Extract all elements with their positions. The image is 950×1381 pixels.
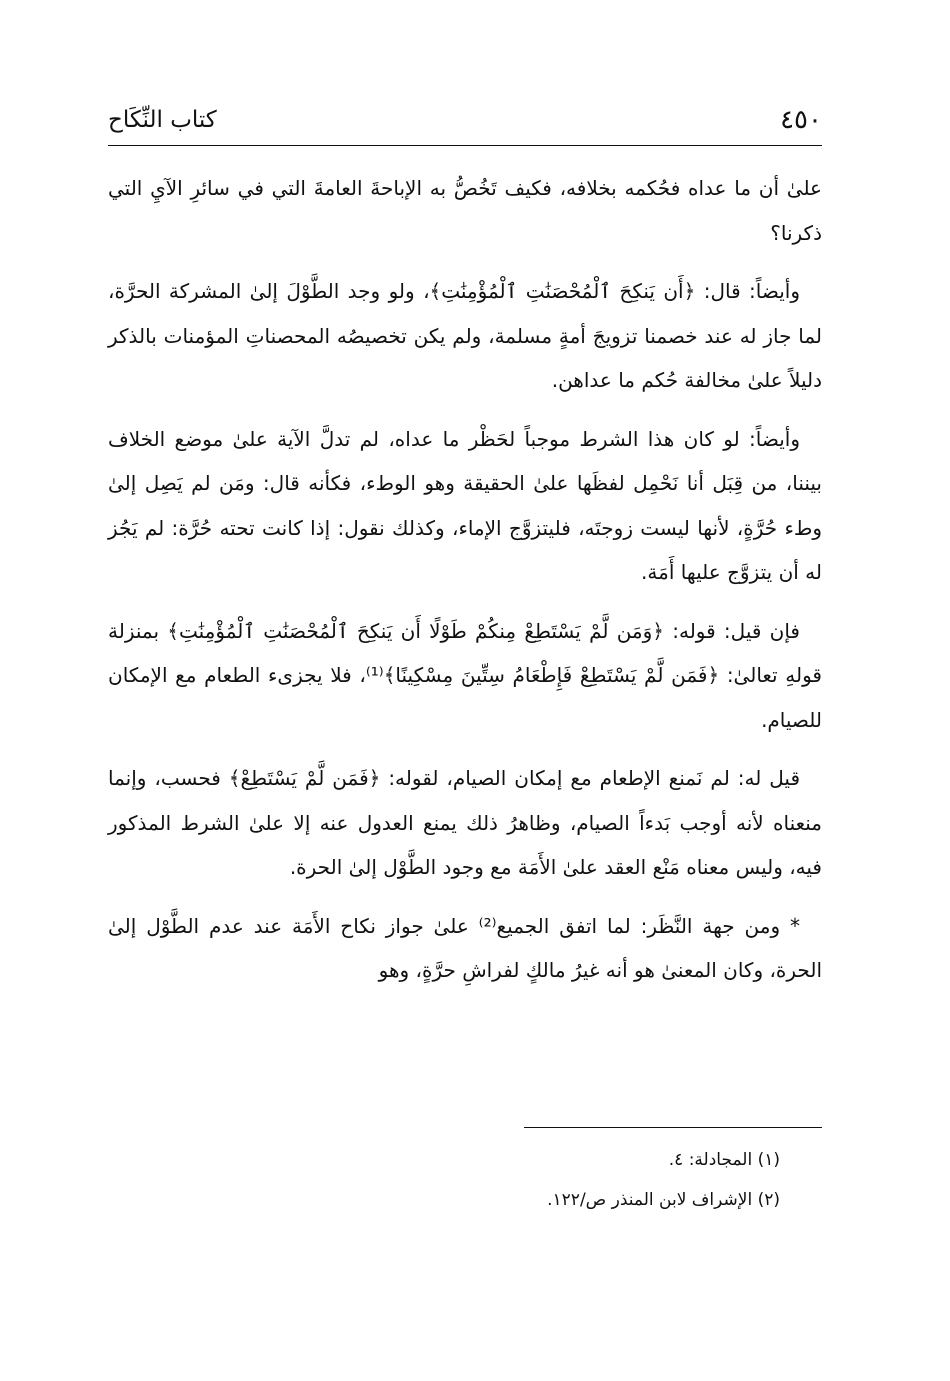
main-text [108,166,822,1007]
footnote: (٢) الإشراف لابن المنذر ص/١٢٢. [547,1190,780,1210]
footnote-rule [524,1127,822,1128]
paragraph: * ومن جهة النَّظَر: لما اتفق الجميع⁽²⁾ علىٰ جواز نكاح الأَمَة عند عدم الطَّوْل إلىٰ الحرة، وكان المعنىٰ هو أنه غيرُ مالكٍ لفراشِ حرَّةٍ، وهو [108,913,822,982]
footnotes [108,1140,780,1220]
footnote: (١) المجادلة: ٤. [668,1150,780,1170]
paragraph: قيل له: لم نَمنع الإطعام مع إمكان الصيام، لقوله: ﴿فَمَن لَّمْ يَسْتَطِعْ﴾ فحسب، وإنما منعناه لأنه أوجب بَدءاً الصيام، وظاهرُ ذلك يمنع العدول عنه إلا علىٰ الشرط المذكور فيه، وليس معناه مَنْع العقد علىٰ الأَمَة مع وجود الطَّوْل إلىٰ الحرة. [108,766,822,879]
header-rule [108,145,822,146]
paragraph: علىٰ أن ما عداه فحُكمه بخلافه، فكيف تَخُصُّ به الإباحةَ العامةَ التي في سائرِ الآيِ التي ذكرنا؟ [108,176,822,245]
paragraph: فإن قيل: قوله: ﴿وَمَن لَّمْ يَسْتَطِعْ مِنكُمْ طَوْلًا أَن يَنكِحَ ٱلْمُحْصَنَٰتِ ٱلْمُؤْمِنَٰتِ﴾ بمنزلة قولهِ تعالىٰ: ﴿فَمَن لَّمْ يَسْتَطِعْ فَإِطْعَامُ سِتِّينَ مِسْكِينًا﴾⁽¹⁾، فلا يجزىء الطعام مع الإمكان للصيام. [108,618,822,732]
page-header [108,100,822,146]
paragraph: وأيضاً: لو كان هذا الشرط موجباً لحَظْر ما عداه، لم تدلَّ الآية علىٰ موضع الخلاف بيننا، من قِبَل أنا نَحْمِل لفظَها علىٰ الحقيقة وهو الوطء، فكأنه قال: ومَن لم يَصِل إلىٰ وطء حُرَّةٍ، لأنها ليست زوجتَه، فليتزوَّج الإماء، وكذلك نقول: إذا كانت تحته حُرَّة: لم يَجُز له أن يتزوَّج عليها أَمَة. [108,426,822,584]
page-number: ٤٥٠ [780,105,822,135]
paragraph: وأيضاً: قال: ﴿أَن يَنكِحَ ٱلْمُحْصَنَٰتِ ٱلْمُؤْمِنَٰتِ﴾، ولو وجد الطَّوْلَ إلىٰ المشركة الحرَّة، لما جاز له عند خصمنا تزويجَ أمةٍ مسلمة، ولم يكن تخصيصُه المحصناتِ المؤمنات بالذكر دليلاً علىٰ مخالفة حُكم ما عداهن. [108,279,822,392]
running-title: كتاب النِّكَاح [108,107,217,133]
